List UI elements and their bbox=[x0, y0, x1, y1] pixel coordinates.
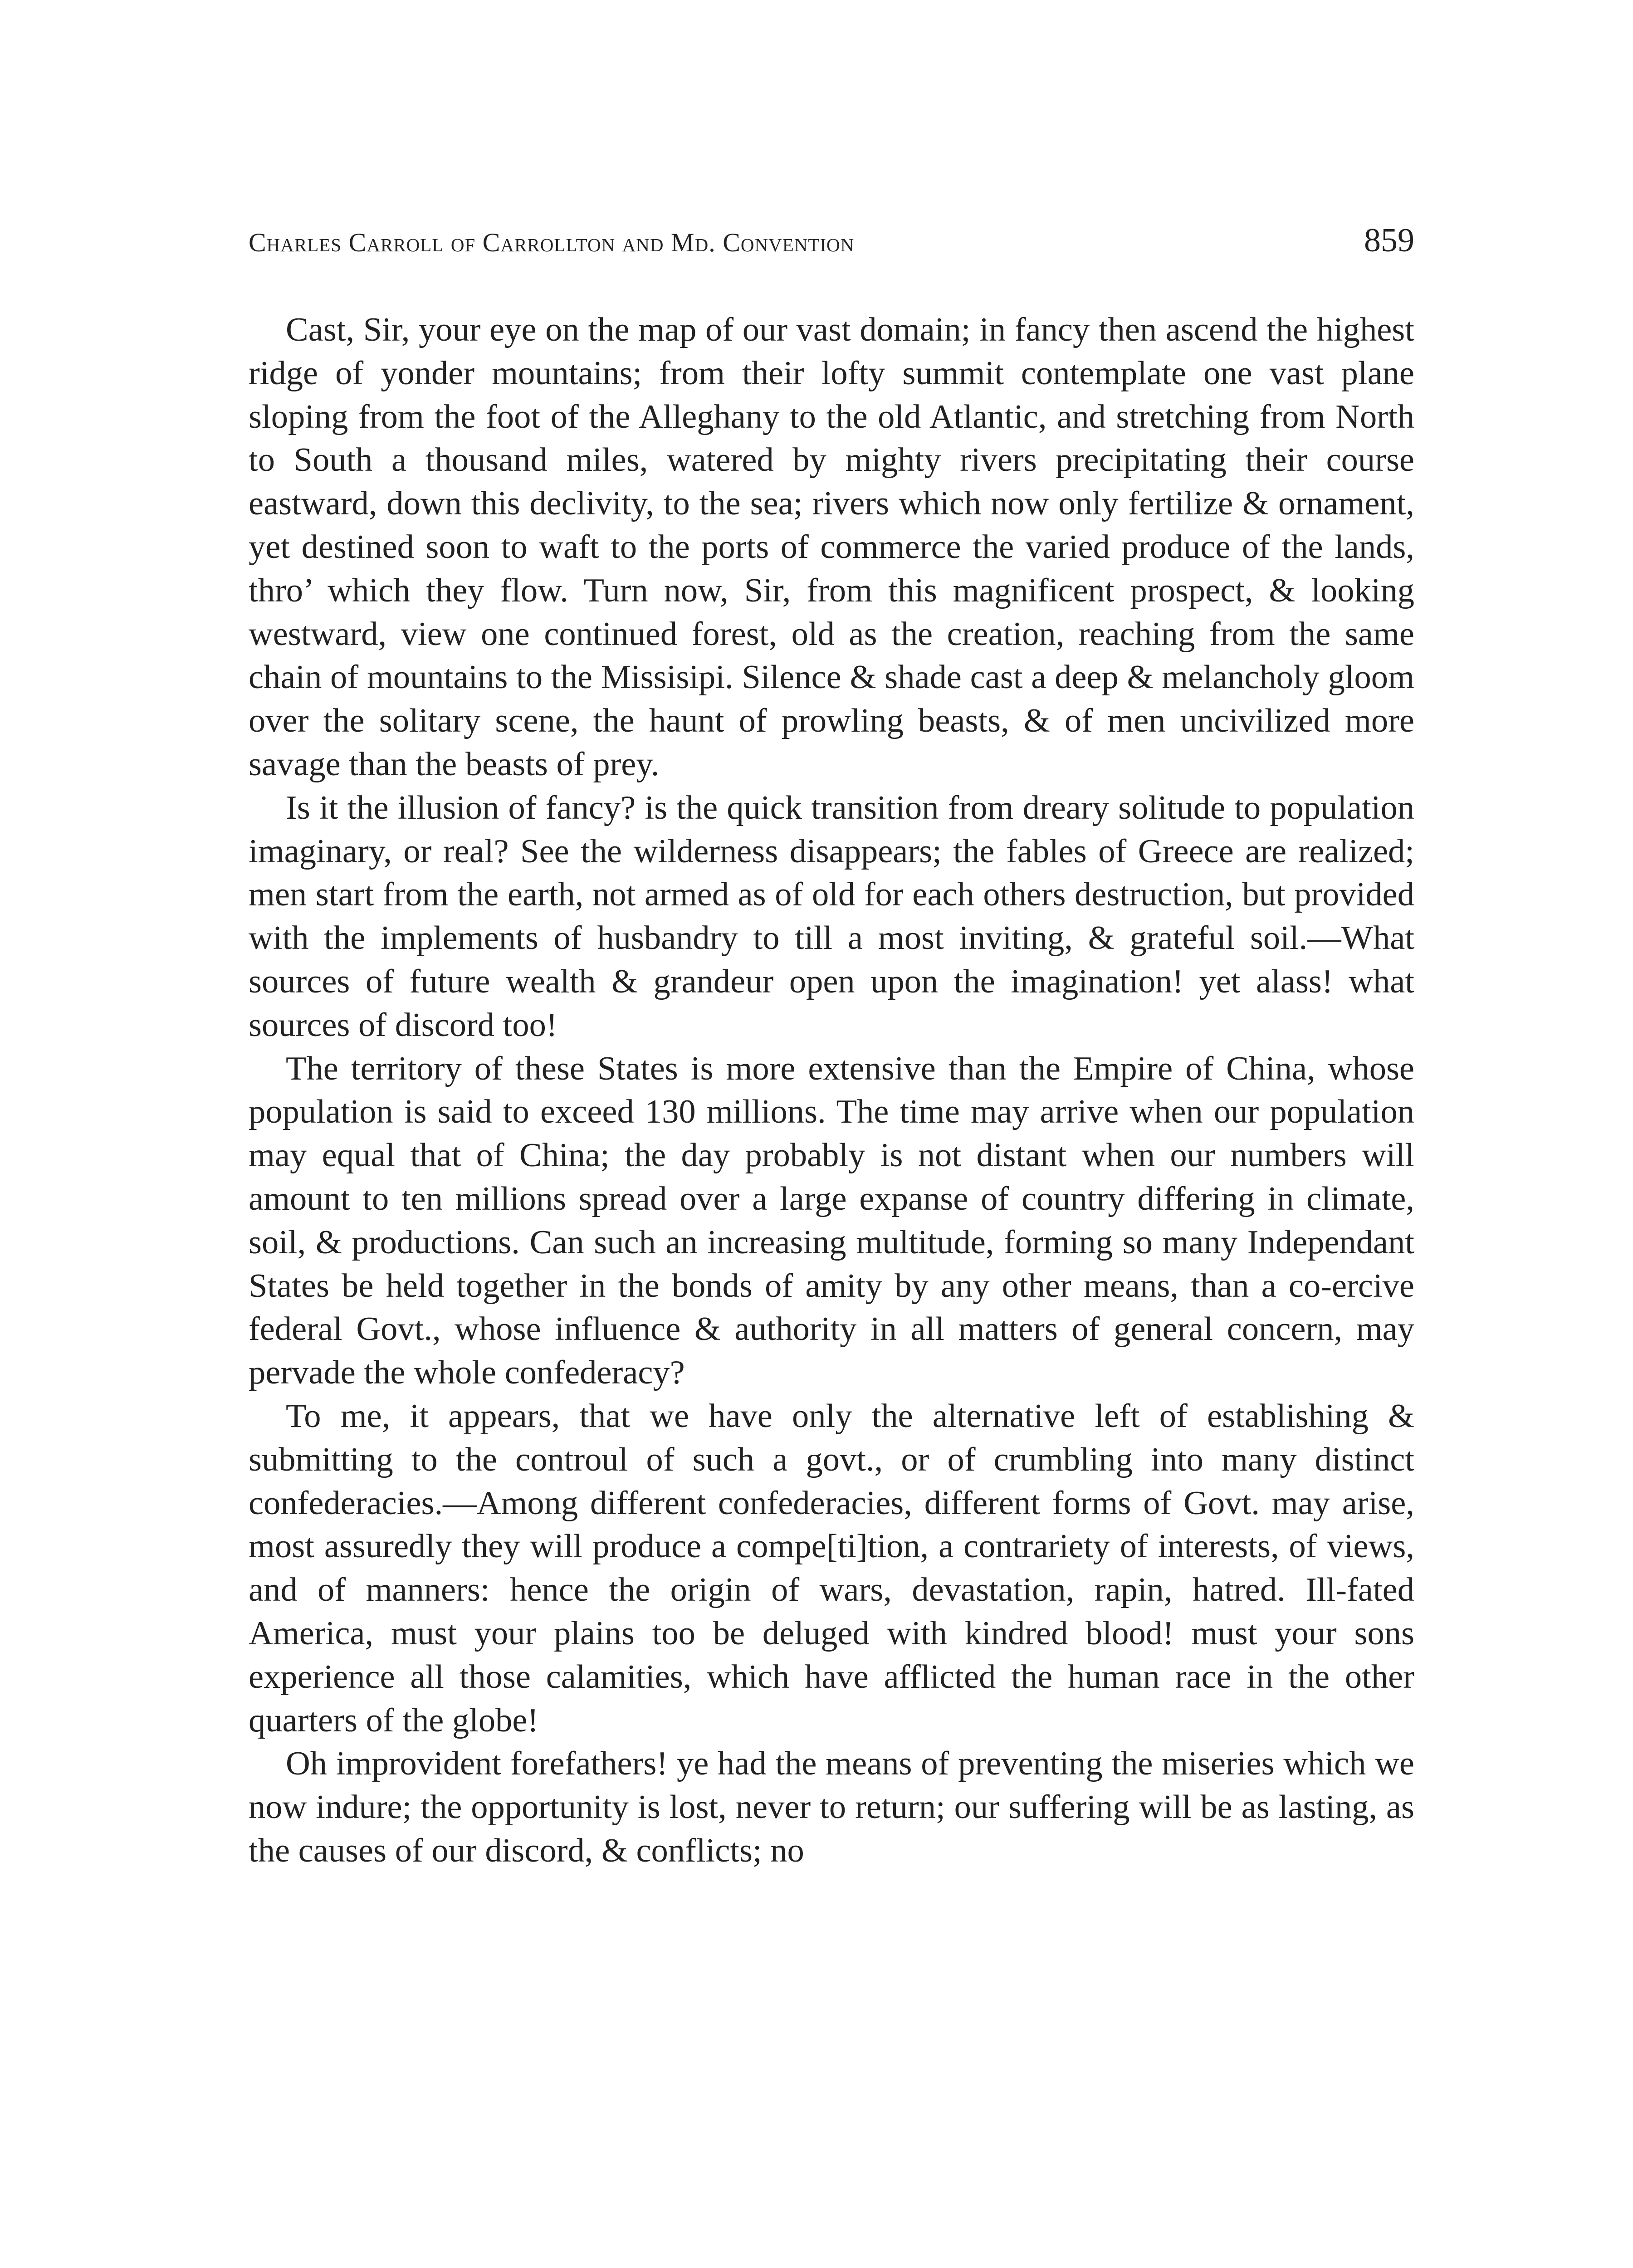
paragraph-2: Is it the illusion of fancy? is the quick transition from dreary solitude to population imaginary, or real? See the wilderness disappears; the fables of Greece are realized; men start from the earth, not armed as of old for each others destruction, but provided with the implements of husbandry to till a most inviting, & grateful soil.—What sources of future wealth & grandeur open upon the imagination! yet alass! what sources of discord too! bbox=[249, 789, 1414, 1044]
paragraph-3: The territory of these States is more extensive than the Empire of China, whose population is said to exceed 130 millions. The time may arrive when our population may equal that of China; the day probably is not distant when our numbers will amount to ten millions spread over a large expanse of country differing in climate, soil, & productions. Can such an increasing multitude, forming so many Independant States be held together in the bonds of amity by any other means, than a co-ercive federal Govt., whose influence & authority in all matters of general concern, may pervade the whole confederacy? bbox=[249, 1050, 1414, 1392]
paragraph-4: To me, it appears, that we have only the alternative left of establishing & submitting to the controul of such a govt., or of crumbling into many distinct confederacies.—Among different confederacies, different forms of Govt. may arise, most assuredly they will produce a compe[ti]tion, a contrariety of interests, of views, and of manners: hence the origin of wars, devastation, rapin, hatred. Ill-fated America, must your plains too be deluged with kindred blood! must your sons experience all those calamities, which have afflicted the human race in the other quarters of the globe! bbox=[249, 1397, 1414, 1739]
body-text bbox=[249, 308, 1414, 1873]
running-head bbox=[249, 221, 1414, 271]
page-number: 859 bbox=[1364, 222, 1414, 259]
paragraph-5: Oh improvident forefathers! ye had the means of preventing the miseries which we now indure; the opportunity is lost, never to return; our suffering will be as lasting, as the causes of our discord, & conflicts; no bbox=[249, 1745, 1414, 1869]
running-title: Charles Carroll of Carrollton and Md. Convention bbox=[249, 228, 855, 257]
paragraph-1: Cast, Sir, your eye on the map of our vast domain; in fancy then ascend the highest ridge of yonder mountains; from their lofty summit contemplate one vast plane sloping from the foot of the Alleghany to the old Atlantic, and stretching from North to South a thousand miles, watered by mighty rivers precipitating their course eastward, down this declivity, to the sea; rivers which now only fertilize & ornament, yet destined soon to waft to the ports of commerce the varied produce of the lands, thro’ which they flow. Turn now, Sir, from this magnificent prospect, & looking westward, view one continued forest, old as the creation, reaching from the same chain of mountains to the Missisipi. Silence & shade cast a deep & melancholy gloom over the solitary scene, the haunt of prowling beasts, & of men uncivilized more savage than the beasts of prey. bbox=[249, 311, 1414, 783]
